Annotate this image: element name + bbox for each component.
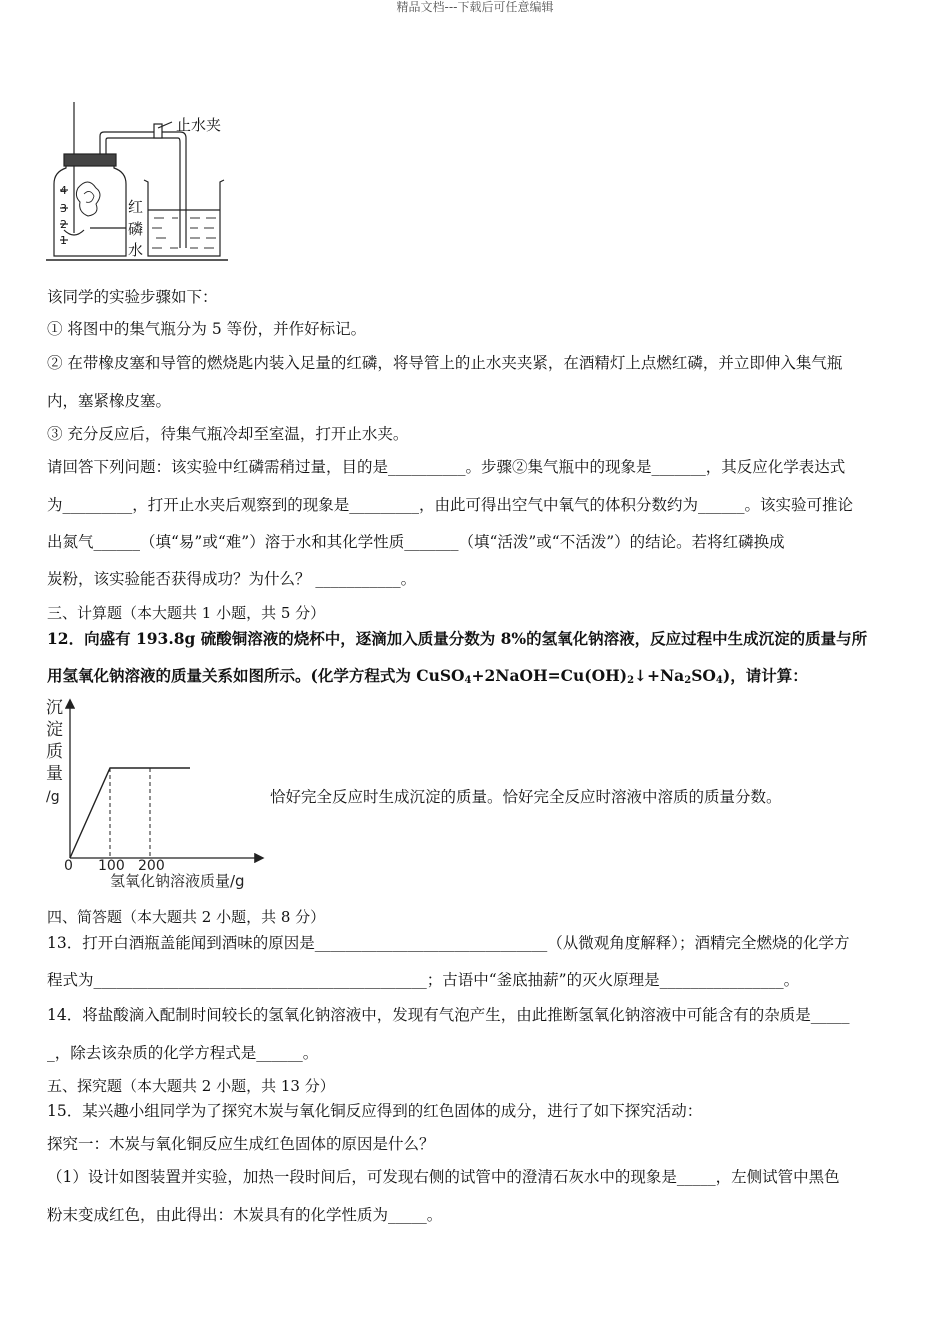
section-3-heading: 三、计算题（本大题共 1 小题，共 5 分） [47, 604, 326, 622]
question-14-line2: _，除去该杂质的化学方程式是______。 [47, 1044, 319, 1062]
question-11-line1: 请回答下列问题：该实验中红磷需稍过量，目的是__________。步骤②集气瓶中的现象是_______，其反应化学表达式 [47, 458, 846, 476]
step-2-line1: ② 在带橡皮塞和导管的燃烧匙内装入足量的红磷，将导管上的止水夹夹紧，在酒精灯上点燃红磷，并立即伸入集气瓶 [47, 354, 843, 372]
mark-2: 2 [60, 218, 67, 231]
apparatus-diagram [40, 98, 240, 270]
question-12-task: 恰好完全反应时生成沉淀的质量。恰好完全反应时溶液中溶质的质量分数。 [270, 788, 782, 806]
series-line [70, 768, 190, 858]
question-12-line2: 用氢氧化钠溶液的质量关系如图所示。(化学方程式为 $CuSO_4+2NaOH=Cu(OH)_2↓+Na_2SO_4$)，请计算： [47, 666, 808, 686]
question-12-line1: 12．向盛有 193.8g 硫酸铜溶液的烧杯中，逐滴加入质量分数为 8%的氢氧化钠溶液，反应过程中生成沉淀的质量与所 [47, 629, 868, 648]
y-axis-label-char: 量 [46, 764, 63, 784]
question-13-line1: 13．打开白酒瓶盖能闻到酒味的原因是______________________________（从微观角度解释）；酒精完全燃烧的化学方 [47, 934, 850, 952]
step-1: ① 将图中的集气瓶分为 5 等份，并作好标记。 [47, 320, 367, 338]
mark-3: 3 [60, 202, 67, 215]
part-1-line1: （1）设计如图装置并实验，加热一段时间后，可发现右侧的试管中的澄清石灰水中的现象是_____，左侧试管中黑色 [47, 1168, 840, 1186]
label-lin: 磷 [128, 220, 144, 238]
question-13-line2: 程式为___________________________________________；古语中“釜底抽薪”的灭火原理是________________。 [47, 971, 800, 989]
label-water: 水 [128, 241, 144, 259]
question-11-line4: 炭粉，该实验能否获得成功？为什么？ ___________。 [47, 570, 417, 588]
x-tick-label: 0 [64, 858, 73, 874]
page-header: 精品文档---下载后可任意编辑 [396, 0, 554, 14]
section-4-heading: 四、简答题（本大题共 2 小题，共 8 分） [47, 908, 326, 926]
question-14-line1: 14．将盐酸滴入配制时间较长的氢氧化钠溶液中，发现有气泡产生，由此推断氢氧化钠溶液中可能含有的杂质是_____ [47, 1006, 850, 1024]
x-tick-label: 100 [98, 858, 125, 874]
question-11-line3: 出氮气______（填“易”或“难”）溶于水和其化学性质_______（填“活泼”或“不活泼”）的结论。若将红磷换成 [47, 533, 785, 551]
mark-1: 1 [60, 234, 67, 247]
precipitate-chart [40, 695, 272, 895]
x-tick-label: 200 [138, 858, 165, 874]
label-hong: 红 [128, 198, 144, 216]
section-5-heading: 五、探究题（本大题共 2 小题，共 13 分） [47, 1077, 335, 1095]
step-2-line2: 内，塞紧橡皮塞。 [47, 392, 172, 410]
y-axis-label-char: /g [46, 789, 60, 805]
clamp-label: 止水夹 [176, 116, 222, 134]
mark-4: 4 [60, 184, 67, 197]
part-1-line2: 粉末变成红色，由此得出：木炭具有的化学性质为_____。 [47, 1206, 443, 1224]
explore-1-heading: 探究一：木炭与氧化铜反应生成红色固体的原因是什么？ [47, 1135, 435, 1153]
question-11-line2: 为_________，打开止水夹后观察到的现象是_________，由此可得出空气中氧气的体积分数约为______。该实验可推论 [47, 496, 854, 514]
y-axis-label-char: 沉 [46, 698, 63, 718]
y-axis-label-char: 质 [46, 742, 63, 762]
step-3: ③ 充分反应后，待集气瓶冷却至室温，打开止水夹。 [47, 425, 409, 443]
steps-intro: 该同学的实验步骤如下： [47, 288, 218, 306]
x-axis-label: 氢氧化钠溶液质量/g [110, 872, 245, 890]
question-15: 15．某兴趣小组同学为了探究木炭与氧化铜反应得到的红色固体的成分，进行了如下探究活动： [47, 1102, 703, 1120]
y-axis-label-char: 淀 [46, 720, 63, 740]
